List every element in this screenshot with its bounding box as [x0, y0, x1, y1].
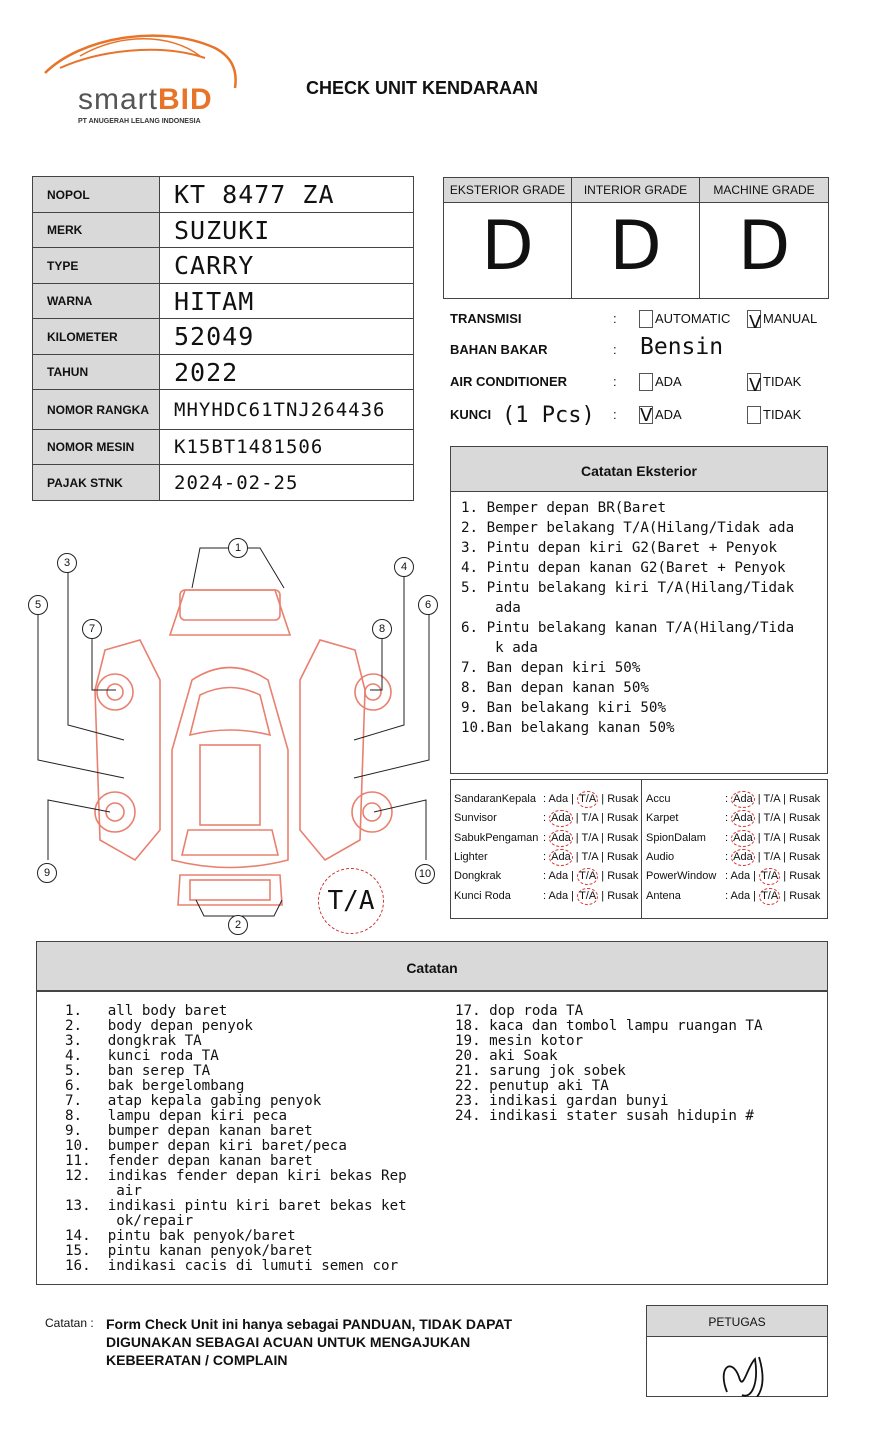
- vehicle-field-label: WARNA: [33, 284, 160, 319]
- signature-icon: [647, 1337, 827, 1397]
- general-note-item: 15. pintu kanan penyok/baret: [65, 1243, 313, 1259]
- interior-item-right: Accu : Ada | T/A | Rusak: [646, 790, 670, 809]
- interior-item-name: Antena: [646, 889, 681, 902]
- option-ta[interactable]: T/A: [581, 812, 598, 825]
- kunci-ada-label: ADA: [655, 407, 682, 422]
- option-ada[interactable]: Ada: [730, 889, 751, 902]
- automatic-checkbox[interactable]: [639, 310, 653, 328]
- vehicle-row: [33, 465, 414, 501]
- option-rusak[interactable]: Rusak: [607, 889, 639, 902]
- grade-machine: [700, 178, 828, 298]
- option-rusak[interactable]: Rusak: [606, 812, 639, 825]
- vehicle-field-value: SUZUKI: [160, 213, 414, 248]
- exterior-notes-title: Catatan Eksterior: [451, 447, 827, 492]
- option-rusak[interactable]: Rusak: [606, 831, 639, 844]
- option-rusak[interactable]: Rusak: [789, 870, 821, 883]
- exterior-note-item: 8. Ban depan kanan 50%: [461, 680, 649, 696]
- option-ta[interactable]: T/A: [763, 850, 780, 863]
- interior-item-left: Lighter : Ada | T/A | Rusak: [454, 848, 488, 867]
- general-note-item: 7. atap kepala gabing penyok: [65, 1093, 322, 1109]
- kunci-count: (1 Pcs): [502, 403, 595, 428]
- ac-tidak-label: TIDAK: [763, 374, 802, 389]
- diagram-marker: 8: [372, 619, 392, 639]
- grade-value: D: [481, 207, 534, 286]
- interior-item-name: Kunci Roda: [454, 889, 511, 902]
- document-title: CHECK UNIT KENDARAAN: [306, 78, 538, 98]
- general-note-item: 6. bak bergelombang: [65, 1078, 245, 1094]
- option-rusak[interactable]: Rusak: [607, 793, 639, 805]
- logo-brand-a: smart: [78, 83, 158, 116]
- interior-item-name: SabukPengaman: [454, 831, 539, 844]
- grade-value: D: [737, 207, 791, 286]
- general-note-item: 23. indikasi gardan bunyi: [455, 1093, 669, 1109]
- vehicle-field-value: MHYHDC61TNJ264436: [160, 390, 414, 430]
- colon: :: [613, 311, 617, 326]
- vehicle-field-value: 52049: [160, 319, 414, 355]
- general-note-item: 9. bumper depan kanan baret: [65, 1123, 313, 1139]
- footer-label: Catatan :: [45, 1316, 94, 1330]
- interior-item-name: Accu: [646, 793, 671, 805]
- vehicle-info-table: [32, 176, 414, 501]
- general-note-item: 14. pintu bak penyok/baret: [65, 1228, 296, 1244]
- option-rusak[interactable]: Rusak: [788, 812, 821, 825]
- exterior-note-item: 3. Pintu depan kiri G2(Baret + Penyok: [461, 540, 778, 556]
- kunci-tidak-label: TIDAK: [763, 407, 802, 422]
- vehicle-field-label: NOMOR RANGKA: [33, 390, 160, 430]
- transmisi-label: TRANSMISI: [450, 311, 522, 326]
- diagram-marker: 9: [37, 863, 57, 883]
- automatic-label: AUTOMATIC: [655, 311, 731, 326]
- vehicle-row: [33, 284, 414, 319]
- option-ta[interactable]: T/A: [577, 868, 598, 885]
- general-note-item: 2. body depan penyok: [65, 1018, 253, 1034]
- general-notes-list-left: [65, 1004, 407, 1274]
- vehicle-field-value: CARRY: [160, 248, 414, 284]
- diagram-marker: 1: [228, 538, 248, 558]
- kunci-label: KUNCI: [450, 407, 492, 422]
- exterior-notes-list: [451, 492, 827, 738]
- colon: :: [613, 374, 617, 389]
- colon: :: [613, 407, 617, 422]
- interior-item-name: SpionDalam: [646, 831, 706, 844]
- bahan-bakar-value: Bensin: [640, 334, 724, 360]
- option-ada[interactable]: Ada: [731, 791, 755, 808]
- grade-exterior: [444, 178, 572, 298]
- option-ta[interactable]: T/A: [577, 888, 598, 905]
- manual-check-mark: V: [749, 312, 762, 333]
- diagram-marker: 5: [28, 595, 48, 615]
- kunci-tidak-checkbox[interactable]: [747, 406, 761, 424]
- option-ta[interactable]: T/A: [763, 793, 780, 805]
- vehicle-row: [33, 248, 414, 284]
- option-rusak[interactable]: Rusak: [788, 831, 821, 844]
- ac-tidak-check-mark: V: [749, 375, 762, 396]
- option-ada[interactable]: Ada: [731, 830, 755, 847]
- interior-item-name: Dongkrak: [454, 870, 502, 883]
- option-ta[interactable]: T/A: [577, 791, 598, 808]
- diagram-marker: 10: [415, 864, 435, 884]
- vehicle-field-label: TYPE: [33, 248, 160, 284]
- general-note-item: 3. dongkrak TA: [65, 1033, 202, 1049]
- general-note-item: 11. fender depan kanan baret: [65, 1153, 313, 1169]
- option-ada[interactable]: Ada: [549, 830, 573, 847]
- smartbid-logo: [40, 28, 250, 128]
- general-note-item: 16. indikasi cacis di lumuti semen cor: [65, 1258, 399, 1274]
- general-note-item: 4. kunci roda TA: [65, 1048, 219, 1064]
- vehicle-field-label: PAJAK STNK: [33, 465, 160, 501]
- interior-item-name: PowerWindow: [646, 870, 717, 883]
- general-note-item: 17. dop roda TA: [455, 1003, 584, 1019]
- logo-company: PT ANUGERAH LELANG INDONESIA: [78, 118, 201, 125]
- vehicle-field-label: NOMOR MESIN: [33, 430, 160, 465]
- general-note-item: 18. kaca dan tombol lampu ruangan TA: [455, 1018, 763, 1034]
- general-note-item: 5. ban serep TA: [65, 1063, 211, 1079]
- option-ada[interactable]: Ada: [549, 810, 573, 827]
- interior-item-left: Dongkrak : Ada | T/A | Rusak: [454, 867, 501, 886]
- exterior-note-item: 4. Pintu depan kanan G2(Baret + Penyok: [461, 560, 786, 576]
- exterior-note-item: 9. Ban belakang kiri 50%: [461, 700, 666, 716]
- exterior-notes-panel: [450, 446, 828, 774]
- option-ada[interactable]: Ada: [548, 870, 569, 883]
- interior-checklist: [450, 779, 828, 919]
- option-ada[interactable]: Ada: [731, 849, 755, 866]
- option-ada[interactable]: Ada: [730, 870, 751, 883]
- option-ta[interactable]: T/A: [581, 831, 598, 844]
- option-rusak[interactable]: Rusak: [789, 889, 821, 902]
- general-note-item: 8. lampu depan kiri peca: [65, 1108, 288, 1124]
- interior-item-right: PowerWindow : Ada | T/A | Rusak: [646, 867, 716, 886]
- option-ta[interactable]: T/A: [759, 888, 780, 905]
- vehicle-row: [33, 390, 414, 430]
- diagram-marker: 2: [228, 915, 248, 935]
- diagram-marker: 6: [418, 595, 438, 615]
- grade-interior: [572, 178, 700, 298]
- vehicle-field-value: KT 8477 ZA: [160, 177, 414, 213]
- option-ta[interactable]: T/A: [581, 850, 598, 863]
- diagram-marker: 7: [82, 619, 102, 639]
- footer-disclaimer: Form Check Unit ini hanya sebagai PANDUAN, TIDAK DAPAT DIGUNAKAN SEBAGAI ACUAN UNTUK MENGAJUKAN KEBEERATAN / COMPLAIN: [106, 1316, 513, 1368]
- option-ada[interactable]: Ada: [548, 793, 569, 805]
- grade-label: INTERIOR GRADE: [572, 178, 699, 203]
- general-note-item: 20. aki Soak: [455, 1048, 558, 1064]
- option-rusak[interactable]: Rusak: [788, 793, 821, 805]
- exterior-note-item: 5. Pintu belakang kiri T/A(Hilang/Tidak ada: [461, 580, 795, 616]
- option-ta[interactable]: T/A: [763, 812, 780, 825]
- interior-item-name: Audio: [646, 850, 675, 863]
- option-ada[interactable]: Ada: [548, 889, 569, 902]
- diagram-marker: 4: [394, 557, 414, 577]
- interior-item-name: Karpet: [646, 812, 679, 825]
- interior-item-left: Sunvisor : Ada | T/A | Rusak: [454, 809, 497, 828]
- logo-brand-b: BID: [158, 83, 213, 116]
- general-note-item: 22. penutup aki TA: [455, 1078, 609, 1094]
- vehicle-row: [33, 177, 414, 213]
- vehicle-field-label: KILOMETER: [33, 319, 160, 355]
- general-notes-panel: [36, 941, 828, 1285]
- ac-ada-checkbox[interactable]: [639, 373, 653, 391]
- interior-item-right: Audio : Ada | T/A | Rusak: [646, 848, 674, 867]
- ta-stamp: T/A: [318, 868, 384, 934]
- general-note-item: 24. indikasi stater susah hidupin #: [455, 1108, 754, 1124]
- kunci-ada-check-mark: V: [640, 405, 653, 426]
- option-rusak[interactable]: Rusak: [606, 850, 639, 863]
- ac-label: AIR CONDITIONER: [450, 374, 567, 389]
- exterior-note-item: 10.Ban belakang kanan 50%: [461, 720, 675, 736]
- interior-item-name: SandaranKepala: [454, 793, 536, 805]
- vehicle-field-value: 2024-02-25: [160, 465, 414, 501]
- interior-item-left: SabukPengaman : Ada | T/A | Rusak: [454, 829, 538, 848]
- general-note-item: 19. mesin kotor: [455, 1033, 584, 1049]
- grade-value: D: [609, 207, 662, 286]
- option-ta[interactable]: T/A: [759, 868, 780, 885]
- petugas-box: [646, 1305, 828, 1397]
- interior-item-right: Karpet : Ada | T/A | Rusak: [646, 809, 678, 828]
- ac-ada-label: ADA: [655, 374, 682, 389]
- vehicle-row: [33, 213, 414, 248]
- option-ada[interactable]: Ada: [549, 849, 573, 866]
- interior-item-name: Lighter: [454, 850, 488, 863]
- vehicle-field-label: NOPOL: [33, 177, 160, 213]
- general-note-item: 13. indikasi pintu kiri baret bekas ket ok/repair: [65, 1198, 407, 1229]
- general-note-item: 1. all body baret: [65, 1003, 228, 1019]
- option-ada[interactable]: Ada: [731, 810, 755, 827]
- interior-item-left: SandaranKepala : Ada | T/A | Rusak: [454, 790, 536, 809]
- vehicle-field-label: TAHUN: [33, 355, 160, 390]
- interior-item-right: SpionDalam : Ada | T/A | Rusak: [646, 829, 706, 848]
- option-ta[interactable]: T/A: [763, 831, 780, 844]
- general-note-item: 10. bumper depan kiri baret/peca: [65, 1138, 347, 1154]
- interior-item-right: Antena : Ada | T/A | Rusak: [646, 887, 681, 906]
- vehicle-row: [33, 430, 414, 465]
- general-note-item: 12. indikas fender depan kiri bekas Rep air: [65, 1168, 407, 1199]
- general-notes-title: Catatan: [37, 942, 827, 992]
- grade-boxes: [443, 177, 829, 299]
- exterior-note-item: 2. Bemper belakang T/A(Hilang/Tidak ada: [461, 520, 795, 536]
- bahan-bakar-label: BAHAN BAKAR: [450, 342, 548, 357]
- exterior-note-item: 1. Bemper depan BR(Baret: [461, 500, 666, 516]
- manual-label: MANUAL: [763, 311, 818, 326]
- petugas-label: PETUGAS: [647, 1306, 827, 1337]
- interior-item-name: Sunvisor: [454, 812, 497, 825]
- option-rusak[interactable]: Rusak: [788, 850, 821, 863]
- general-notes-list-right: [455, 1004, 763, 1124]
- interior-item-left: Kunci Roda : Ada | T/A | Rusak: [454, 887, 511, 906]
- vehicle-row: [33, 355, 414, 390]
- vehicle-field-label: MERK: [33, 213, 160, 248]
- grade-label: MACHINE GRADE: [700, 178, 828, 203]
- grade-label: EKSTERIOR GRADE: [444, 178, 571, 203]
- vehicle-row: [33, 319, 414, 355]
- vehicle-field-value: K15BT1481506: [160, 430, 414, 465]
- vehicle-field-value: 2022: [160, 355, 414, 390]
- exterior-note-item: 7. Ban depan kiri 50%: [461, 660, 641, 676]
- general-note-item: 21. sarung jok sobek: [455, 1063, 626, 1079]
- car-damage-diagram: [20, 530, 440, 940]
- option-rusak[interactable]: Rusak: [607, 870, 639, 883]
- vehicle-field-value: HITAM: [160, 284, 414, 319]
- colon: :: [613, 342, 617, 357]
- exterior-note-item: 6. Pintu belakang kanan T/A(Hilang/Tida k ada: [461, 620, 795, 656]
- diagram-marker: 3: [57, 553, 77, 573]
